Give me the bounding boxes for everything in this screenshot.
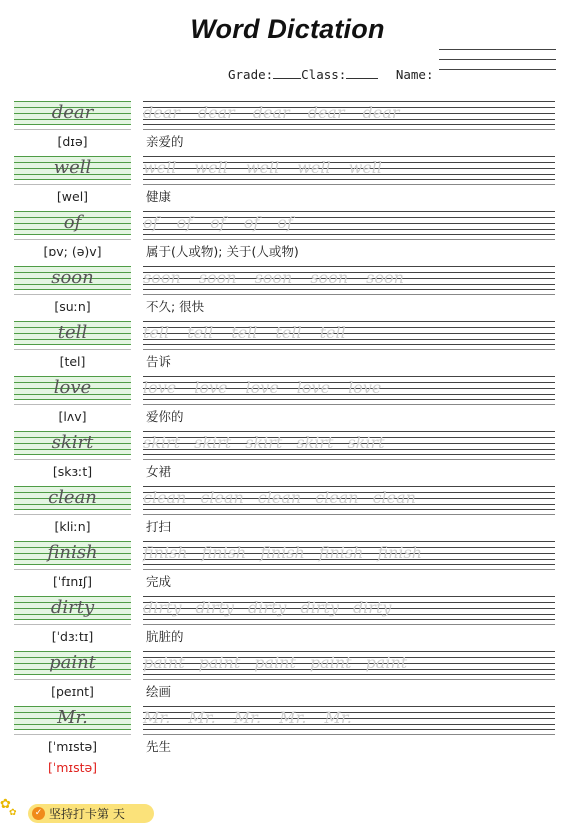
writing-line — [143, 674, 555, 675]
page-title: Word Dictation — [190, 14, 385, 44]
trace-word: dirty — [300, 598, 339, 617]
grade-blank[interactable] — [273, 67, 301, 79]
trace-word: paint — [254, 653, 296, 672]
tracing-words — [143, 432, 399, 454]
trace-word: of — [210, 213, 226, 232]
word-cell — [14, 211, 131, 235]
word-cell — [14, 706, 131, 730]
writing-line — [143, 344, 555, 345]
class-blank[interactable] — [346, 67, 378, 79]
grade-label: Grade: — [228, 67, 274, 82]
meaning: 属于(人或物); 关于(人或物) — [143, 239, 555, 263]
dictation-entry — [0, 541, 575, 596]
trace-word: tell — [231, 323, 258, 342]
trace-word: clean — [257, 488, 302, 507]
trace-word: clean — [200, 488, 244, 507]
word-cell — [14, 101, 131, 125]
word-cell — [14, 541, 131, 565]
trace-word: soon — [198, 268, 237, 287]
writing-area[interactable] — [143, 486, 555, 510]
meaning: 先生 — [143, 734, 555, 758]
word-text: love — [53, 377, 92, 398]
phonetic: [skɜːt] — [14, 459, 131, 484]
trace-word: paint — [143, 653, 185, 672]
word-cell — [14, 431, 131, 455]
trace-word: paint — [365, 653, 408, 672]
check-icon: ✓ — [32, 807, 45, 820]
trace-word: clean — [372, 488, 416, 507]
trace-word: dear — [307, 103, 345, 122]
tracing-words — [143, 102, 418, 124]
trace-word: love — [245, 378, 279, 397]
trace-word: love — [143, 378, 177, 397]
trace-word: skirt — [347, 433, 385, 452]
word-text: clean — [48, 487, 97, 508]
tracing-words — [143, 597, 405, 619]
meaning: 不久; 很快 — [143, 294, 555, 318]
dictation-entry — [0, 706, 575, 761]
word-cell — [14, 266, 131, 290]
word-text: finish — [47, 542, 98, 563]
writing-area[interactable] — [143, 706, 555, 730]
trace-word: finish — [318, 543, 364, 562]
trace-word: Mr. — [233, 708, 262, 727]
meaning: 告诉 — [143, 349, 555, 373]
writing-area[interactable] — [143, 321, 555, 345]
writing-line — [143, 399, 555, 400]
meaning: 绘画 — [143, 679, 555, 703]
trace-word: of — [176, 213, 193, 232]
trace-word: skirt — [245, 433, 283, 452]
writing-area[interactable] — [143, 651, 555, 675]
writing-area[interactable] — [143, 376, 555, 400]
phonetic: [dɪə] — [14, 129, 131, 154]
writing-area[interactable] — [143, 266, 555, 290]
phonetic: [ˈmɪstə] — [14, 734, 131, 759]
word-text: paint — [49, 652, 96, 673]
trace-word: well — [143, 158, 177, 177]
phonetic: [lʌv] — [14, 404, 131, 429]
word-cell — [14, 156, 131, 180]
trace-word: dear — [197, 103, 235, 122]
trace-word: clean — [315, 488, 359, 507]
dictation-entry — [0, 321, 575, 376]
phonetic: [tel] — [14, 349, 131, 374]
phonetic: [wel] — [14, 184, 131, 209]
trace-word: finish — [201, 543, 247, 562]
phonetic: [peɪnt] — [14, 679, 131, 704]
trace-word: of — [243, 213, 260, 232]
trace-word: clean — [143, 488, 187, 507]
trace-word: dirty — [352, 598, 392, 617]
trace-word: well — [297, 158, 331, 177]
writing-area[interactable] — [143, 596, 555, 620]
trace-word: soon — [254, 268, 293, 287]
dictation-entry — [0, 486, 575, 541]
writing-area[interactable] — [143, 211, 555, 235]
trace-word: of — [143, 213, 159, 232]
trace-word: skirt — [296, 433, 334, 452]
writing-line — [143, 454, 555, 455]
trace-word: Mr. — [279, 708, 307, 727]
name-writing-lines — [439, 49, 556, 79]
word-cell — [14, 321, 131, 345]
trace-word: tell — [275, 323, 302, 342]
tracing-words — [143, 267, 422, 289]
trace-word: dear — [143, 103, 180, 122]
trace-word: skirt — [143, 433, 181, 452]
flower-icon: ✿ — [0, 797, 11, 812]
trace-word: Mr. — [188, 708, 216, 727]
writing-area[interactable] — [143, 101, 555, 125]
meaning: 健康 — [143, 184, 555, 208]
dictation-entry — [0, 651, 575, 706]
tracing-words — [143, 157, 400, 179]
writing-area[interactable] — [143, 541, 555, 565]
writing-line — [143, 124, 555, 125]
trace-word: soon — [310, 268, 349, 287]
trace-word: dear — [252, 103, 290, 122]
trace-word: skirt — [194, 433, 232, 452]
meaning: 打扫 — [143, 514, 555, 538]
word-text: of — [63, 212, 82, 233]
meaning: 女裙 — [143, 459, 555, 483]
extra-phonetic: [ˈmɪstə] — [47, 760, 98, 775]
tracing-words — [143, 707, 370, 729]
trace-word: dirty — [195, 598, 234, 617]
word-text: dear — [51, 102, 94, 123]
word-text: well — [53, 157, 92, 178]
trace-word: love — [194, 378, 228, 397]
check-in-pill — [28, 804, 154, 823]
dictation-entry — [0, 266, 575, 321]
trace-word: paint — [309, 653, 352, 672]
trace-word: of — [277, 213, 293, 232]
word-text: tell — [57, 322, 88, 343]
writing-line — [143, 619, 555, 620]
trace-word: soon — [143, 268, 181, 287]
trace-word: finish — [143, 543, 188, 562]
phonetic: [suːn] — [14, 294, 131, 319]
word-text: skirt — [51, 432, 94, 453]
meaning: 肮脏的 — [143, 624, 555, 648]
check-in-text: 坚持打卡第 天 — [49, 807, 125, 821]
trace-word: dirty — [143, 598, 182, 617]
tracing-words — [143, 542, 436, 564]
tracing-words — [143, 652, 421, 674]
trace-word: well — [245, 158, 280, 177]
phonetic: [kliːn] — [14, 514, 131, 539]
trace-word: Mr. — [324, 708, 352, 727]
meaning: 亲爱的 — [143, 129, 555, 153]
writing-line — [143, 564, 555, 565]
dictation-entry — [0, 156, 575, 211]
trace-word: love — [348, 378, 382, 397]
meaning: 完成 — [143, 569, 555, 593]
writing-area[interactable] — [143, 431, 555, 455]
trace-word: finish — [260, 543, 305, 562]
word-cell — [14, 596, 131, 620]
writing-line — [143, 289, 555, 290]
word-cell — [14, 376, 131, 400]
name-label: Name: — [395, 67, 434, 82]
trace-word: love — [296, 378, 331, 397]
word-cell — [14, 651, 131, 675]
trace-word: tell — [319, 323, 346, 342]
flower-icon-small: ✿ — [9, 808, 17, 818]
dictation-entry — [0, 431, 575, 486]
word-text: soon — [51, 267, 94, 288]
trace-word: dear — [362, 103, 400, 122]
trace-word: finish — [377, 543, 423, 562]
writing-area[interactable] — [143, 156, 555, 180]
trace-word: paint — [198, 653, 241, 672]
student-info-row — [228, 67, 433, 82]
trace-word: tell — [187, 323, 214, 342]
trace-word: well — [348, 158, 383, 177]
writing-line — [143, 729, 555, 730]
dictation-entry — [0, 376, 575, 431]
tracing-words — [143, 487, 430, 509]
phonetic: [ɒv; (ə)v] — [14, 239, 131, 264]
tracing-words — [143, 377, 399, 399]
class-label: Class: — [301, 67, 347, 82]
meaning: 爱你的 — [143, 404, 555, 428]
tracing-words — [143, 212, 311, 234]
word-text: Mr. — [57, 707, 88, 728]
tracing-words — [143, 322, 364, 344]
trace-word: well — [194, 158, 228, 177]
word-text: dirty — [50, 597, 95, 618]
dictation-entry — [0, 101, 575, 156]
trace-word: Mr. — [143, 708, 171, 727]
trace-word: soon — [366, 268, 404, 287]
writing-line — [143, 234, 555, 235]
phonetic: [ˈdɜːtɪ] — [14, 624, 131, 649]
word-cell — [14, 486, 131, 510]
dictation-entry — [0, 596, 575, 651]
writing-line — [143, 179, 555, 180]
phonetic: [ˈfɪnɪʃ] — [14, 569, 131, 594]
trace-word: dirty — [247, 598, 287, 617]
dictation-entry — [0, 211, 575, 266]
writing-line — [143, 509, 555, 510]
trace-word: tell — [143, 323, 170, 342]
check-in-badge — [0, 798, 200, 825]
